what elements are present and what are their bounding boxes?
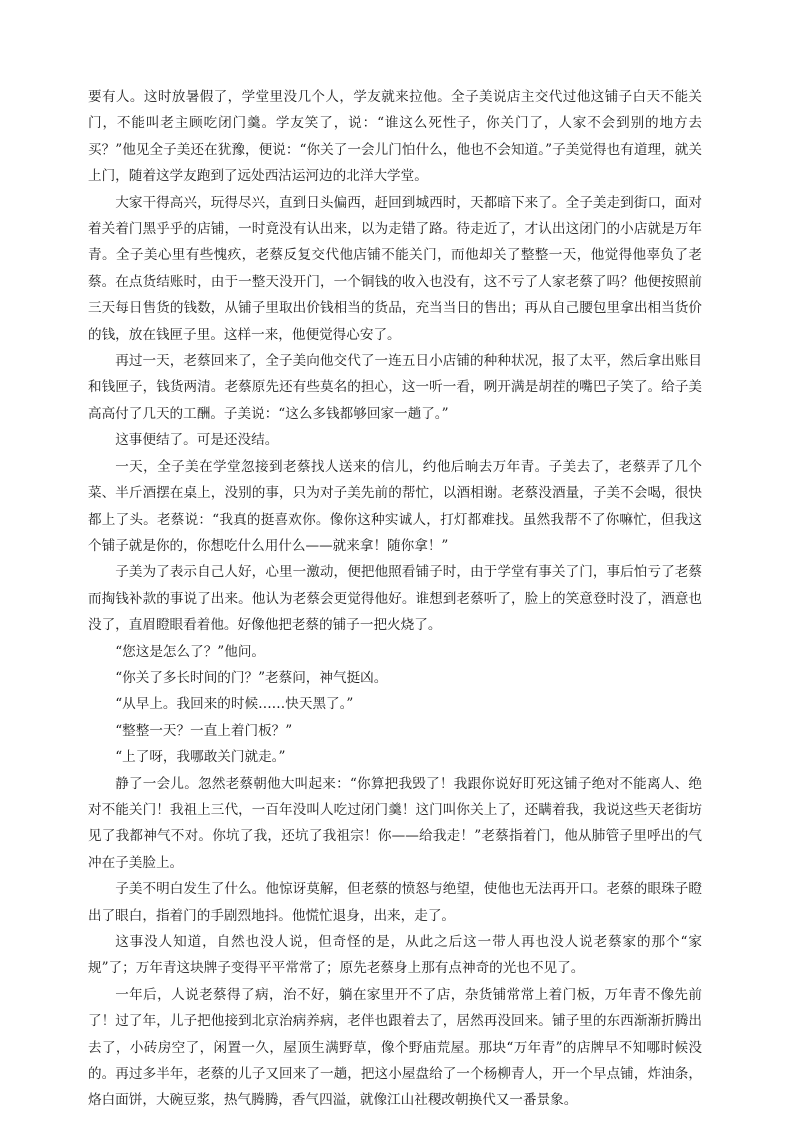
dialogue-line: “整整一天？一直上着门板？” xyxy=(115,722,293,739)
paragraph: 这事没人知道，自然也没人说，但奇怪的是，从此之后这一带人再也没人说老蔡家的那个“家规”了；万年青这块牌子变得平平常常了；原先老蔡身上那有点神奇的光也不见了。 xyxy=(88,934,702,977)
paragraph: 一天，全子美在学堂忽接到老蔡找人送来的信儿，约他后晌去万年青。子美去了，老蔡弄了几个菜、半斤酒摆在桌上，没别的事，只为对子美先前的帮忙，以酒相谢。老蔡没酒量，子美不会喝，很快都上了头。老蔡说：“我真的挺喜欢你。像你这种实诚人，打灯都难找。虽然我帮不了你嘛忙，但我这个铺子就是你的，你想吃什么用什么——就来拿！随你拿！” xyxy=(88,458,702,554)
dialogue-line: “从早上。我回来的时候……快天黑了。” xyxy=(115,696,354,713)
paragraph: 一年后，人说老蔡得了病，治不好，躺在家里开不了店，杂货铺常常上着门板，万年青不像先前了！过了年，儿子把他接到北京治病养病，老伴也跟着去了，居然再没回来。铺子里的东西渐渐折腾出去了，小砖房空了，闲置一久，屋顶生满野草，像个野庙荒屋。那块“万年青”的店牌早不知哪时候没的。再过多半年，老蔡的儿子又回来了一趟，把这小屋盘给了一个杨柳青人，开一个早点铺，炸油条，烙白面饼，大碗豆浆，热气腾腾，香气四溢，就像江山社稷改朝换代又一番景象。 xyxy=(88,986,702,1109)
dialogue-line: “您这是怎么了？”他问。 xyxy=(115,643,266,660)
document-body xyxy=(88,84,702,1114)
dialogue-line: “你关了多长时间的门？”老蔡问，神气挺凶。 xyxy=(115,669,388,686)
paragraph: 子美不明白发生了什么。他惊讶莫解，但老蔡的愤怒与绝望，使他也无法再开口。老蔡的眼珠子瞪出了眼白，指着门的手剧烈地抖。他慌忙退身，出来，走了。 xyxy=(88,881,702,924)
paragraph: 要有人。这时放暑假了，学堂里没几个人，学友就来拉他。全子美说店主交代过他这铺子白天不能关门，不能叫老主顾吃闭门羹。学友笑了，说：“谁这么死性子，你关门了，人家不会到别的地方去买？”他见全子美还在犹豫，便说：“你关了一会儿门怕什么，他也不会知道。”子美觉得也有道理，就关上门，随着这学友跑到了远处西沽运河边的北洋大学堂。 xyxy=(88,89,702,185)
paragraph: 静了一会儿。忽然老蔡朝他大叫起来：“你算把我毁了！我跟你说好盯死这铺子绝对不能离人、绝对不能关门！我祖上三代，一百年没叫人吃过闭门羹！这门叫你关上了，还瞒着我，我说这些天老街坊见了我都神气不对。你坑了我，还坑了我祖宗！你——给我走！”老蔡指着门，他从肺管子里呼出的气冲在子美脸上。 xyxy=(88,775,702,871)
paragraph: 再过一天，老蔡回来了，全子美向他交代了一连五日小店铺的种种状况，报了太平，然后拿出账目和钱匣子，钱货两清。老蔡原先还有些莫名的担心，这一听一看，咧开满是胡茬的嘴巴子笑了。给子美高高付了几天的工酬。子美说：“这么多钱都够回家一趟了。” xyxy=(88,353,702,422)
paragraph: 子美为了表示自己人好，心里一激动，便把他照看铺子时，由于学堂有事关了门，事后怕亏了老蔡而掏钱补款的事说了出来。他认为老蔡会更觉得他好。谁想到老蔡听了，脸上的笑意登时没了，酒意也没了，直眉瞪眼看着他。好像他把老蔡的铺子一把火烧了。 xyxy=(88,564,702,634)
paragraph: 这事便结了。可是还没结。 xyxy=(115,432,279,449)
dialogue-line: “上了呀，我哪敢关门就走。” xyxy=(115,749,286,766)
paragraph: 大家干得高兴，玩得尽兴，直到日头偏西，赶回到城西时，天都暗下来了。全子美走到街口，面对着关着门黑乎乎的店铺，一时竟没有认出来，以为走错了路。待走近了，才认出这闭门的小店就是万年青。全子美心里有些愧疚，老蔡反复交代他店铺不能关门，而他却关了整整一天，他觉得他辜负了老蔡。在点货结账时，由于一整天没开门，一个铜钱的收入也没有，这不亏了人家老蔡了吗？他便按照前三天每日售货的钱数，从铺子里取出价钱相当的货品，充当当日的售出；再从自己腰包里拿出相当货价的钱，放在钱匣子里。这样一来，他便觉得心安了。 xyxy=(88,194,702,343)
